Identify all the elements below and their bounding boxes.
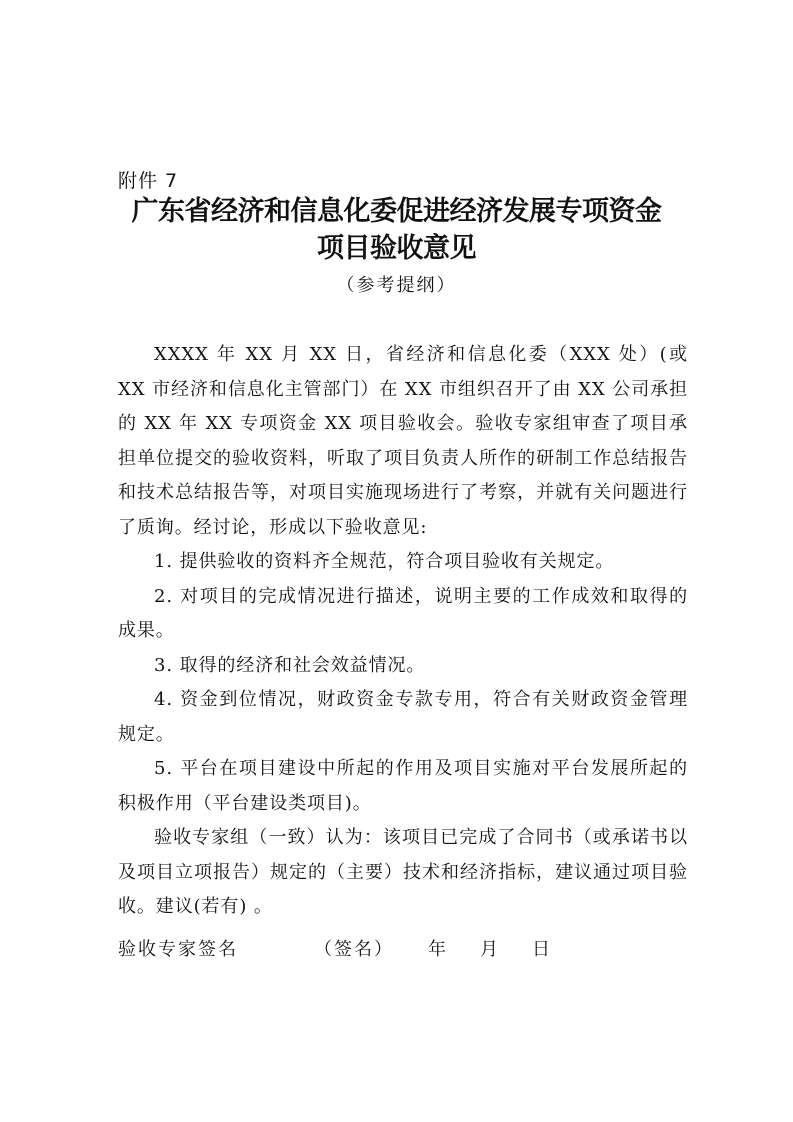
signature-line: [118, 935, 678, 1082]
document-title-line1: 广东省经济和信息化委促进经济发展专项资金: [131, 196, 662, 227]
attachment-label: 附件 7: [118, 170, 179, 192]
document-title-line2: 项目验收意见: [317, 233, 476, 264]
document-body: [118, 338, 688, 925]
conclusion-paragraph: 验收专家组（一致）认为：该项目已完成了合同书（或承诺书以及项目立项报告）规定的（主要）技术和经济指标，建议通过项目验收。建议(若有) 。: [118, 827, 688, 917]
signature-label: 验收专家签名: [118, 939, 238, 960]
signature-placeholder: （签名）: [314, 939, 394, 960]
signature-month: 月: [480, 939, 500, 960]
list-item: 1. 提供验收的资料齐全规范，符合项目验收有关规定。: [154, 551, 615, 572]
signature-year: 年: [428, 939, 448, 960]
list-item: 2. 对项目的完成情况进行描述，说明主要的工作成效和取得的成果。: [118, 585, 688, 641]
list-item: 5. 平台在项目建设中所起的作用及项目实施对平台发展所起的积极作用（平台建设类项目)。: [118, 758, 688, 814]
signature-day: 日: [532, 939, 552, 960]
list-item: 3. 取得的经济和社会效益情况。: [154, 654, 426, 676]
intro-paragraph: XXXX 年 XX 月 XX 日，省经济和信息化委（XXX 处）(或 XX 市经济和信息化主管部门）在 XX 市组织召开了由 XX 公司承担的 XX 年 XX 专项资金 XX 项目验收会。验收专家组审查了项目承担单位提交的验收资料，听取了项目负责人所作的研制工作总结报告和技术总结报告等，对项目实施现场进行了考察，并就有关问题进行了质询。经讨论，形成以下验收意见:: [118, 344, 688, 538]
document-subtitle: （参考提纲）: [336, 275, 457, 296]
list-item: 4. 资金到位情况，财政资金专款专用，符合有关财政资金管理规定。: [118, 689, 688, 745]
